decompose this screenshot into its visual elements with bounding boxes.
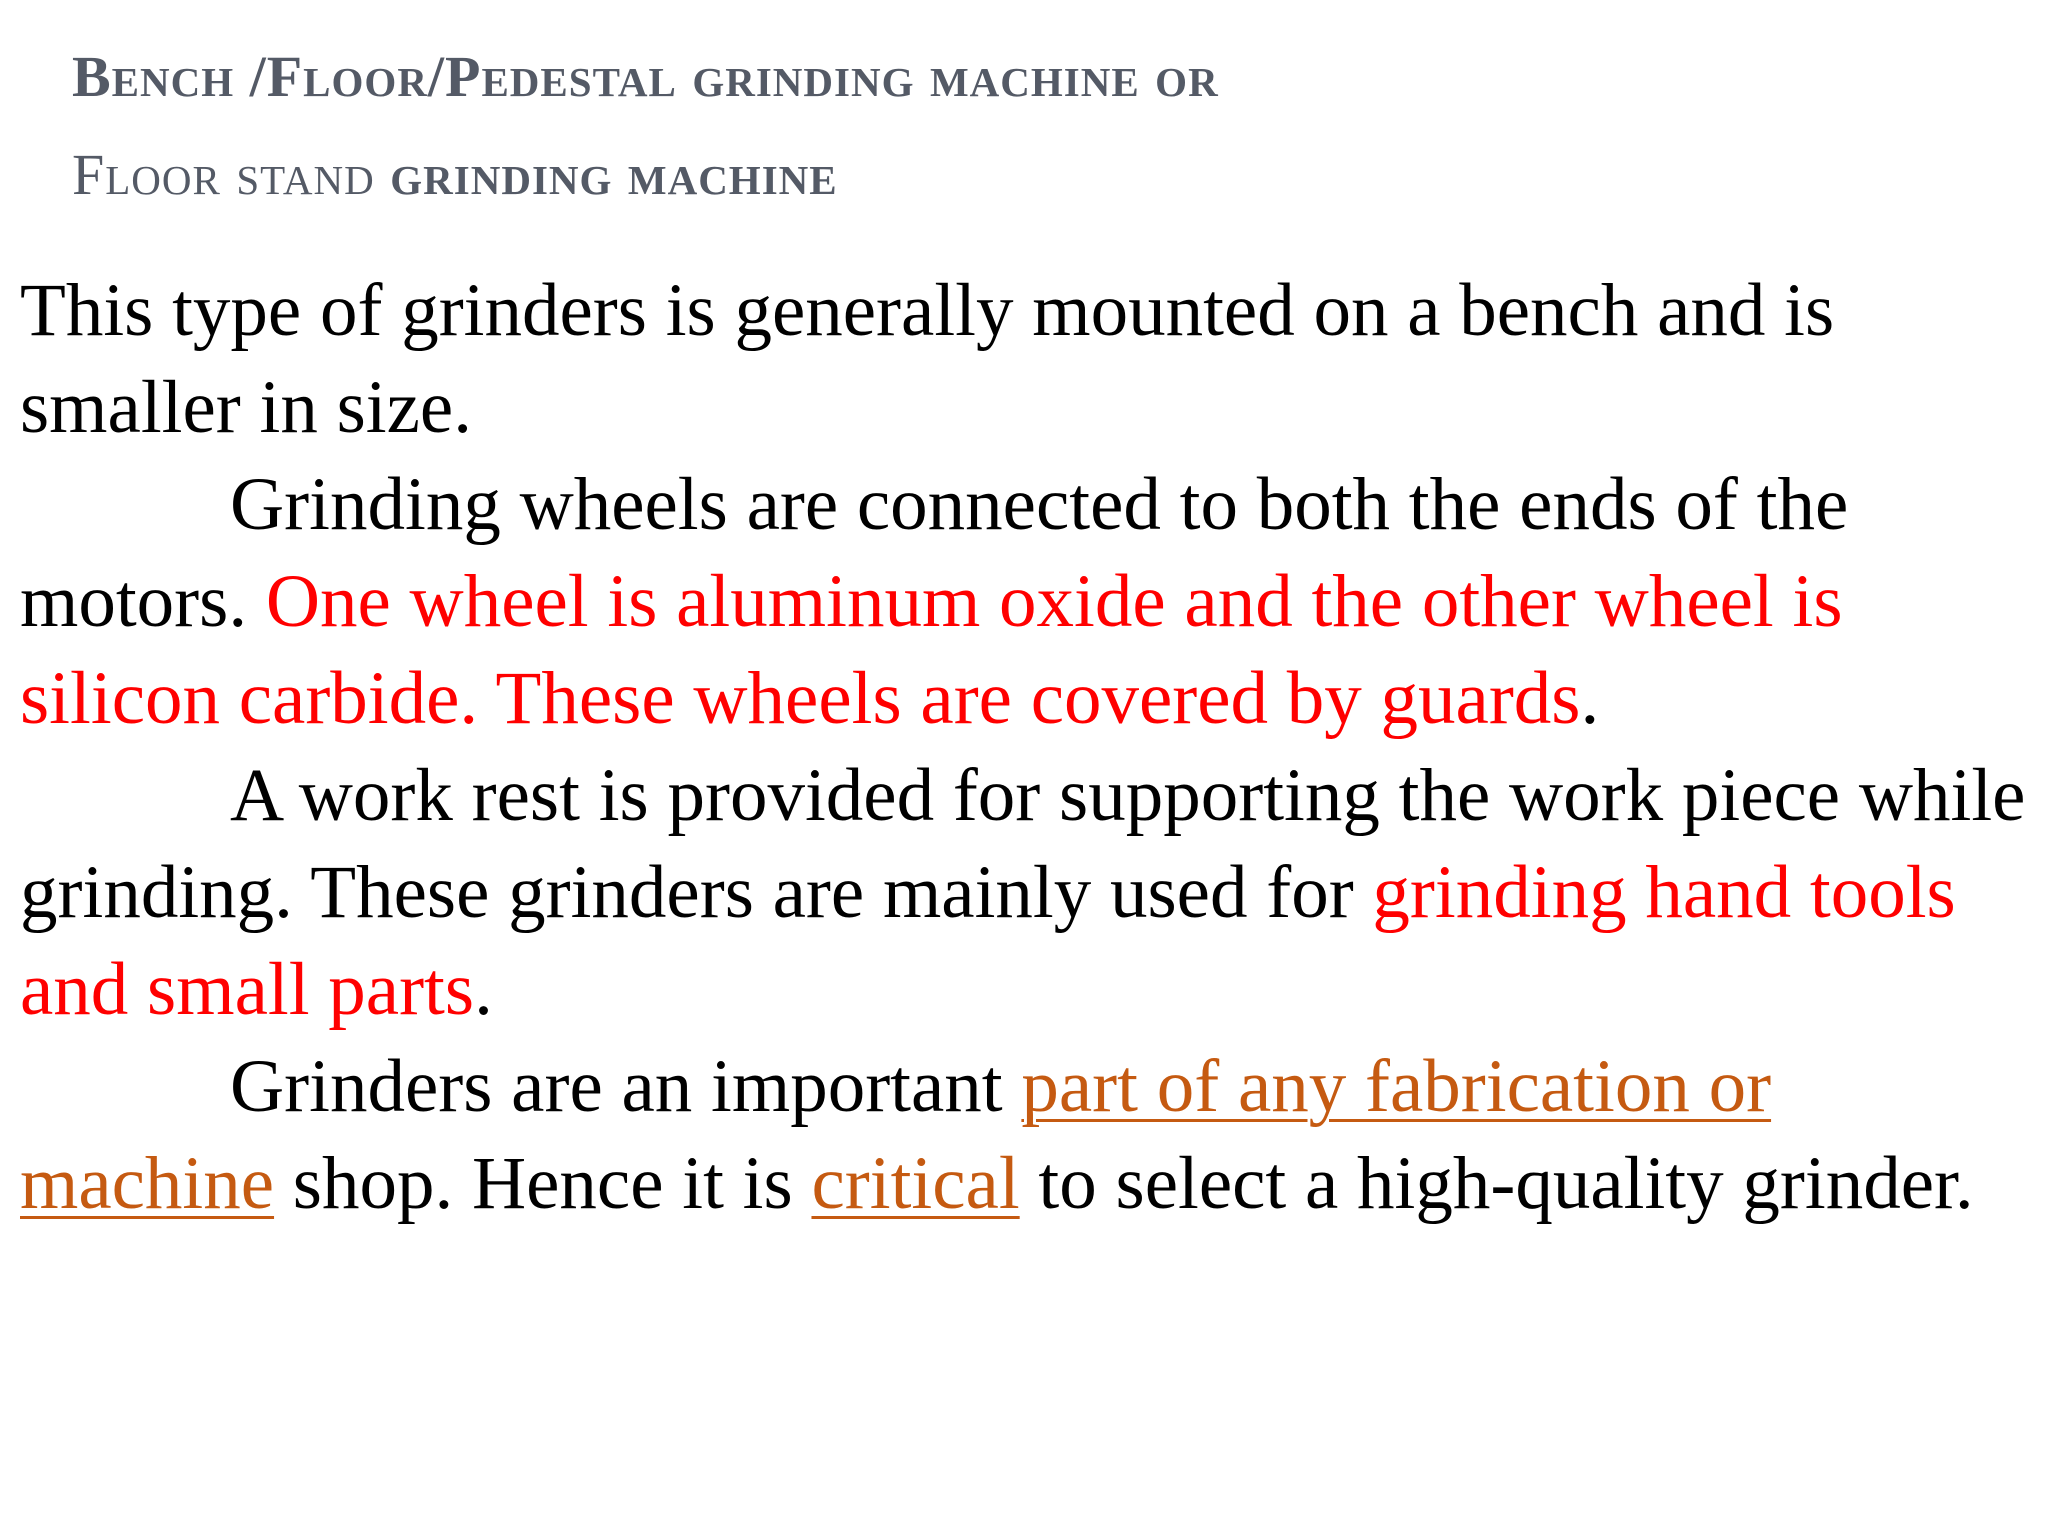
paragraph-3-highlight: grinding hand tools and small parts	[20, 851, 1956, 1031]
paragraph-4-text-start: Grinders are an important	[230, 1045, 1003, 1128]
title-line-2	[72, 126, 1992, 224]
paragraph-2	[20, 456, 2030, 747]
paragraph-3-period: .	[474, 948, 493, 1031]
paragraph-4-text-mid: shop. Hence it is	[292, 1142, 793, 1225]
title-line-1: Bench /Floor/Pedestal grinding machine or	[72, 44, 1219, 109]
critical-link[interactable]: critical	[811, 1142, 1020, 1225]
title-line-2-regular: Floor stand	[72, 142, 375, 207]
paragraph-1-text: This type of grinders is generally mounted on a bench and is smaller in size.	[20, 269, 1835, 449]
paragraph-1	[20, 262, 2030, 456]
paragraph-2-highlight: One wheel is aluminum oxide and the other wheel is silicon carbide. These wheels are covered by guards	[20, 560, 1843, 740]
paragraph-3	[20, 747, 2030, 1038]
paragraph-3-text: A work rest is provided for supporting the work piece while grinding. These grinders are mainly used for	[20, 754, 2026, 934]
paragraph-2-text: Grinding wheels are connected to both the ends of the motors.	[20, 463, 1849, 643]
slide-title	[72, 28, 1992, 224]
paragraph-2-period: .	[1580, 657, 1600, 740]
paragraph-4-text-end: to select a high-quality grinder.	[1038, 1142, 1974, 1225]
title-line-2-bold: grinding machine	[390, 142, 838, 207]
slide-body	[20, 262, 2030, 1232]
fabrication-shop-link[interactable]: part of any fabrication or machine	[20, 1045, 1772, 1225]
paragraph-4	[20, 1038, 2030, 1232]
